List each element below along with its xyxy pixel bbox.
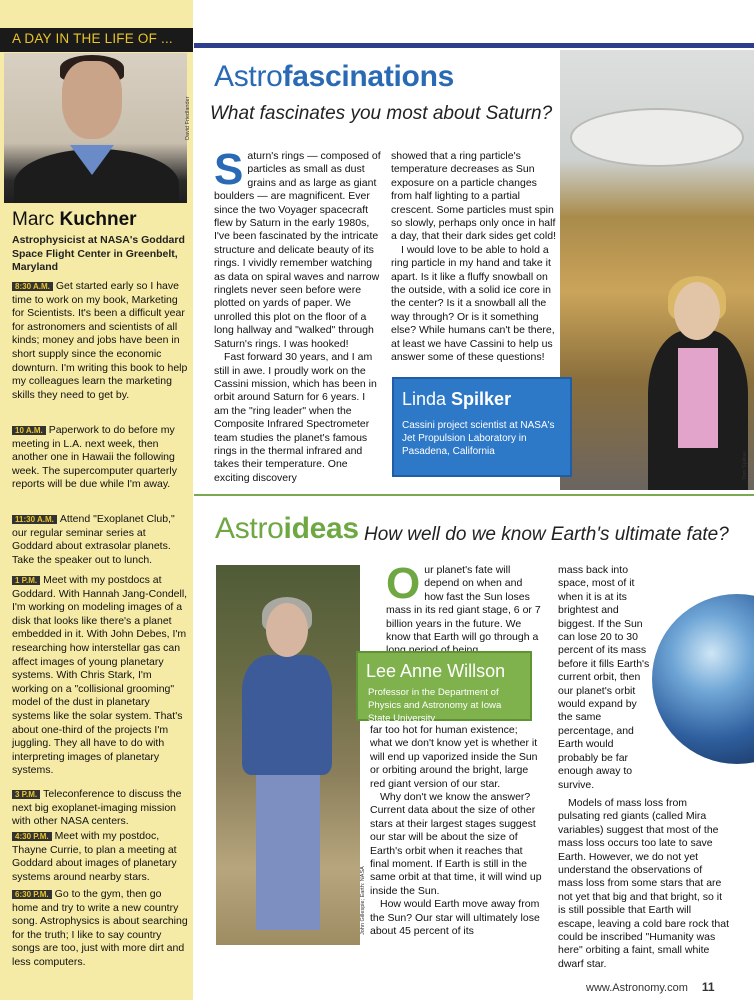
schedule-entry: 11:30 A.M. Attend "Exoplanet Club," our regular seminar series at Goddard about extrasolar planets. Take the speaker out to lunch. — [12, 513, 175, 566]
schedule-time: 1 P.M. — [12, 576, 40, 585]
schedule-time: 3 P.M. — [12, 790, 40, 799]
fascinations-photo-credit: Tom Spilker — [742, 451, 748, 480]
schedule-time: 4:30 P.M. — [12, 832, 52, 841]
footer-url: www.Astronomy.com — [586, 982, 688, 994]
ideas-column-2: Models of mass loss from pulsating red giants (called Mira variables) suggest that most of the mass loss occurs too late to save Earth. However, we do not yet understand the observations of mass loss from some stars that are not yet that big and that bright, so it is still possible that Earth will escape, leaving a cold bare rock that could be inscribed "Humanity was here" orbiting a faint, small white dwarf star. — [558, 797, 730, 970]
fascinations-column-1: Saturn's rings — composed of particles as small as dust grains and as large as giant boulders — are magnificent. Ever since the two Voyager spacecraft flew by Saturn in the early 1980s, I've been fascinated by the intricate structure and delicate beauty of its rings. I vividly remember watching as data on spiral waves and narrow ringlets never seen before were plotted on yards of paper. We unrolled this plot on the floor of a long hallway and "walked" through Saturn's rings. I was hooked! Fast forward 30 years, and I am still in awe. I proudly work on the Cassini mission, which has been in orbit around Saturn for 6 years. I am the "ring leader" when the Composite Infrared Spectrometer team studies the planet's famous rings in the thermal infrared and takes their temperature. One exciting discovery — [214, 145, 381, 484]
sidebar-header-text: A DAY IN THE LIFE OF ... — [12, 31, 173, 46]
astroideas-logo: Astroideas — [215, 512, 359, 545]
schedule-entry: 6:30 P.M. Go to the gym, then go home and try to write a new country song. Astrophysics is about searching for the truth; I like to say country songs are too, just with more dirt and less computers. — [12, 888, 188, 968]
callout-description: Professor in the Department of Physics and Astronomy at Iowa State University — [368, 687, 502, 724]
schedule-time: 11:30 A.M. — [12, 515, 57, 524]
earth-image — [652, 594, 754, 764]
fascinations-question: What fascinates you most about Saturn? — [210, 103, 553, 124]
marc-kuchner-photo — [4, 53, 187, 203]
schedule-time: 6:30 P.M. — [12, 890, 52, 899]
page-number: 11 — [701, 980, 715, 994]
section-rule — [194, 494, 754, 496]
top-rule — [194, 43, 754, 48]
schedule-entry: 4:30 P.M. Meet with my postdoc, Thayne Currie, to plan a meeting at Goddard about images of planetary systems around nearby stars. — [12, 830, 177, 883]
sidebar-photo-credit: David Friedlander — [185, 96, 191, 140]
callout-name: Lee Anne Willson — [366, 661, 506, 681]
callout-name: Linda Spilker — [402, 389, 512, 409]
ideas-photo-credit: John Gillespie; Earth: NASA — [360, 866, 366, 935]
ideas-column-1: far too hot for human existence; what we don't know yet is whether it will end up vaporized inside the Sun or orbiting around the bright, large red giant version of our star. Why don't we know the answer? Current data about the size of other stars at their largest stages suggest our star will be about the size of Earth's orbit when it reaches that final moment. If Earth is still in the same orbit at that time, it will wind up inside the Sun. How would Earth move away from the Sun? Our star will ultimately lose about 45 percent of its — [370, 724, 542, 938]
page-footer — [586, 980, 715, 994]
ideas-column-2-top: mass back into space, most of it when it is at its brightest and biggest. If the Sun can lose 20 to 30 percent of its mass before it fills Earth's current orbit, then our planet's orbit would expand by the same percentage, and Earth would probably be far enough away to survive. — [558, 564, 650, 791]
ideas-column-1-top: Our planet's fate will depend on when and how fast the Sun loses mass in its red giant stage, 6 or 7 billion years in the future. We know that Earth will go through a — [386, 559, 541, 644]
lee-anne-willson-callout — [356, 651, 532, 724]
dropcap: S — [214, 145, 244, 194]
callout-description: Cassini project scientist at NASA's Jet Propulsion Laboratory in Pasadena, California — [402, 420, 555, 457]
linda-spilker-callout — [392, 377, 572, 477]
schedule-entry: 3 P.M. Teleconference to discuss the next big exoplanet-imaging mission with other NASA centers. — [12, 788, 182, 828]
schedule-entry: 1 P.M. Meet with my postdocs at Goddard. With Hannah Jang-Condell, I'm working on modeling images of a disk that looks like there's a planet embedded in it. With John Debes, I'm researching how interstellar gas can affect images of young planetary systems. With Chris Stark, I'm working on a "collisional grooming" model of the dust in planetary systems like the solar system. That's about one-third of the projects I'm juggling. They all have to do with interpreting images of planetary systems. — [12, 574, 188, 777]
fascinations-column-2: showed that a ring particle's temperature decreases as Sun exposure on a particle changes from half lighting to a partial crescent. Some particles must spin so slowly, perhaps only once in half a day, that their dark sides get cold! I would love to be able to hold a ring particle in my hand and take it apart. Is it like a fluffy snowball on the outside, with a solid ice core in the center? Is it a snowball all the way through? Or is it something else? While humans can't be there, at least we have Cassini to help us answer some of these questions! — [391, 150, 556, 364]
astrofascinations-logo: Astrofascinations — [214, 60, 454, 93]
schedule-entry: 8:30 A.M. Get started early so I have time to work on my book, Marketing for Scientists. It's been a difficult year for astronomers and scientists of all kinds; money and jobs have been in short supply since the economic downturn. I'm writing this book to help my colleagues learn the marketing skills they need to get by. — [12, 280, 188, 401]
linda-spilker-cassini-photo — [560, 50, 754, 490]
schedule-time: 8:30 A.M. — [12, 282, 53, 291]
sidebar — [0, 0, 193, 1000]
dropcap: O — [386, 559, 421, 608]
ideas-question: How well do we know Earth's ultimate fate? — [364, 524, 729, 545]
schedule-time: 10 A.M. — [12, 426, 46, 435]
sidebar-header — [0, 28, 193, 52]
sidebar-person-role: Astrophysicist at NASA's Goddard Space Flight Center in Greenbelt, Maryland — [12, 234, 185, 273]
sidebar-person-name: Marc Kuchner — [12, 209, 137, 230]
lee-anne-willson-photo — [216, 565, 360, 945]
schedule-entry: 10 A.M. Paperwork to do before my meeting in L.A. next week, then another one in Hawaii the following week. The supercomputer quarterly reports will be due while I'm away. — [12, 424, 177, 491]
